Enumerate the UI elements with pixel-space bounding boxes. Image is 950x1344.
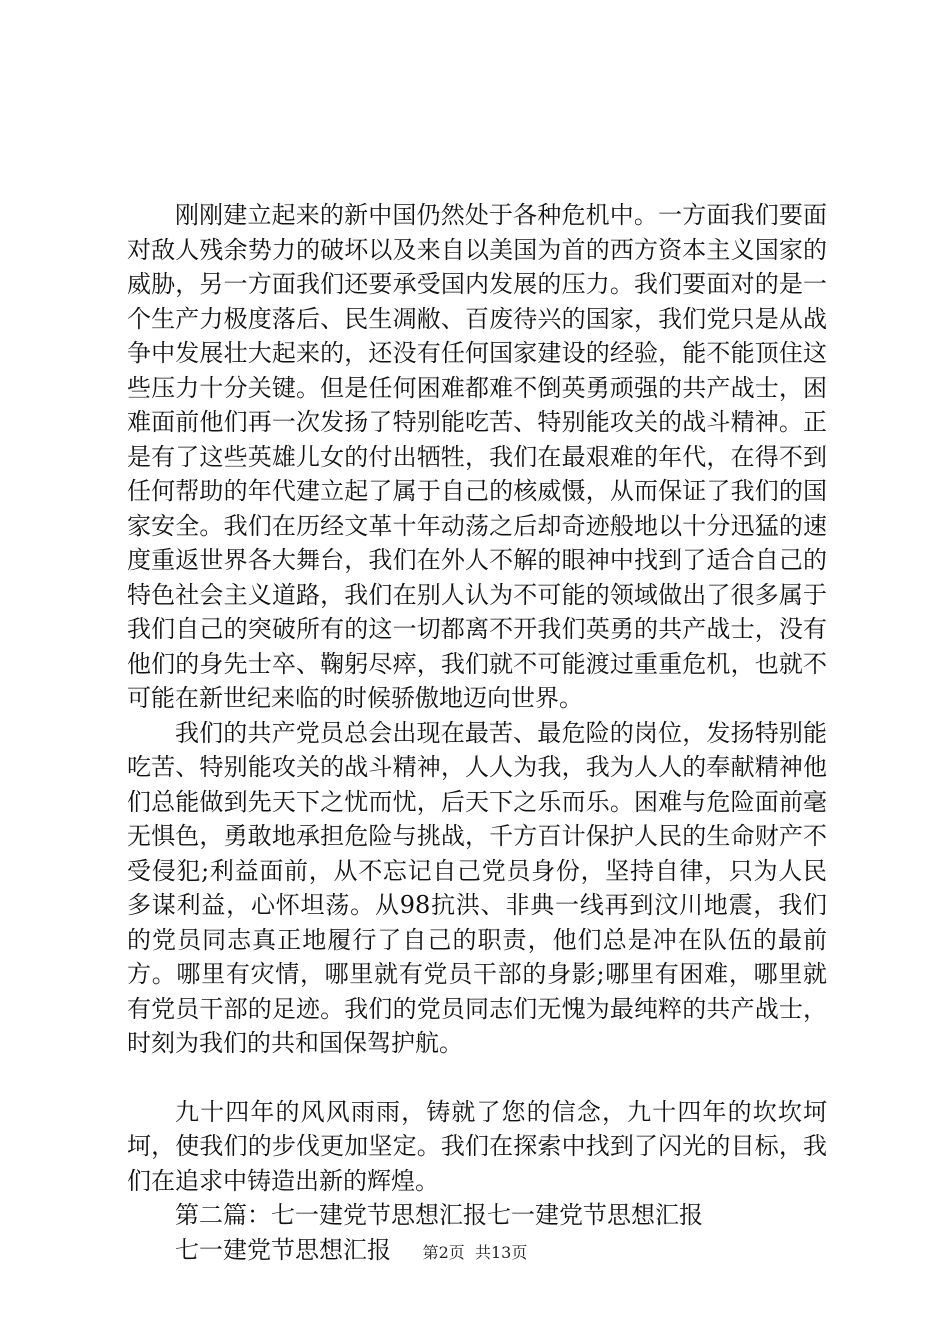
section-heading: 第二篇：七一建党节思想汇报七一建党节思想汇报 [175,1201,703,1229]
section-subheading: 七一建党节思想汇报 [175,1235,391,1264]
paragraph-3: 九十四年的风风雨雨，铸就了您的信念，九十四年的坎坎坷坷，使我们的步伐更加坚定。我们在探索中找到了闪光的目标，我们在追求中铸造出新的辉煌。 [127,1097,827,1195]
page-number: 第2页 [422,1243,465,1262]
document-body [127,198,827,1267]
page-footer [0,1243,950,1263]
paragraph-2: 我们的共产党员总会出现在最苦、最危险的岗位，发扬特别能吃苦、特别能攻关的战斗精神，人人为我，我为人人的奉献精神他们总能做到先天下之忧而忧，后天下之乐而乐。困难与危险面前毫无惧色，勇敢地承担危险与挑战，千方百计保护人民的生命财产不受侵犯;利益面前，从不忘记自己党员身份，坚持自律，只为人民多谋利益，心怀坦荡。从98抗洪、非典一线再到汶川地震，我们的党员同志真正地履行了自己的职责，他们总是冲在队伍的最前方。哪里有灾情，哪里就有党员干部的身影;哪里有困难，哪里就有党员干部的足迹。我们的党员同志们无愧为最纯粹的共产战士，时刻为我们的共和国保驾护航。 [127,718,827,1057]
paragraph-spacer [127,1061,827,1095]
page-total: 共13页 [474,1243,528,1262]
paragraph-1: 刚刚建立起来的新中国仍然处于各种危机中。一方面我们要面对敌人残余势力的破坏以及来自以美国为首的西方资本主义国家的威胁，另一方面我们还要承受国内发展的压力。我们要面对的是一个生产力极度落后、民生凋敝、百废待兴的国家，我们党只是从战争中发展壮大起来的，还没有任何国家建设的经验，能不能顶住这些压力十分关键。但是任何困难都难不倒英勇顽强的共产战士，困难面前他们再一次发扬了特别能吃苦、特别能攻关的战斗精神。正是有了这些英雄儿女的付出牺牲，我们在最艰难的年代，在得不到任何帮助的年代建立起了属于自己的核威慑，从而保证了我们的国家安全。我们在历经文革十年动荡之后却奇迹般地以十分迅猛的速度重返世界各大舞台，我们在外人不解的眼神中找到了适合自己的特色社会主义道路，我们在别人认为不可能的领域做出了很多属于我们自己的突破所有的这一切都离不开我们英勇的共产战士，没有他们的身先士卒、鞠躬尽瘁，我们就不可能渡过重重危机，也就不可能在新世纪来临的时候骄傲地迈向世界。 [127,201,827,712]
